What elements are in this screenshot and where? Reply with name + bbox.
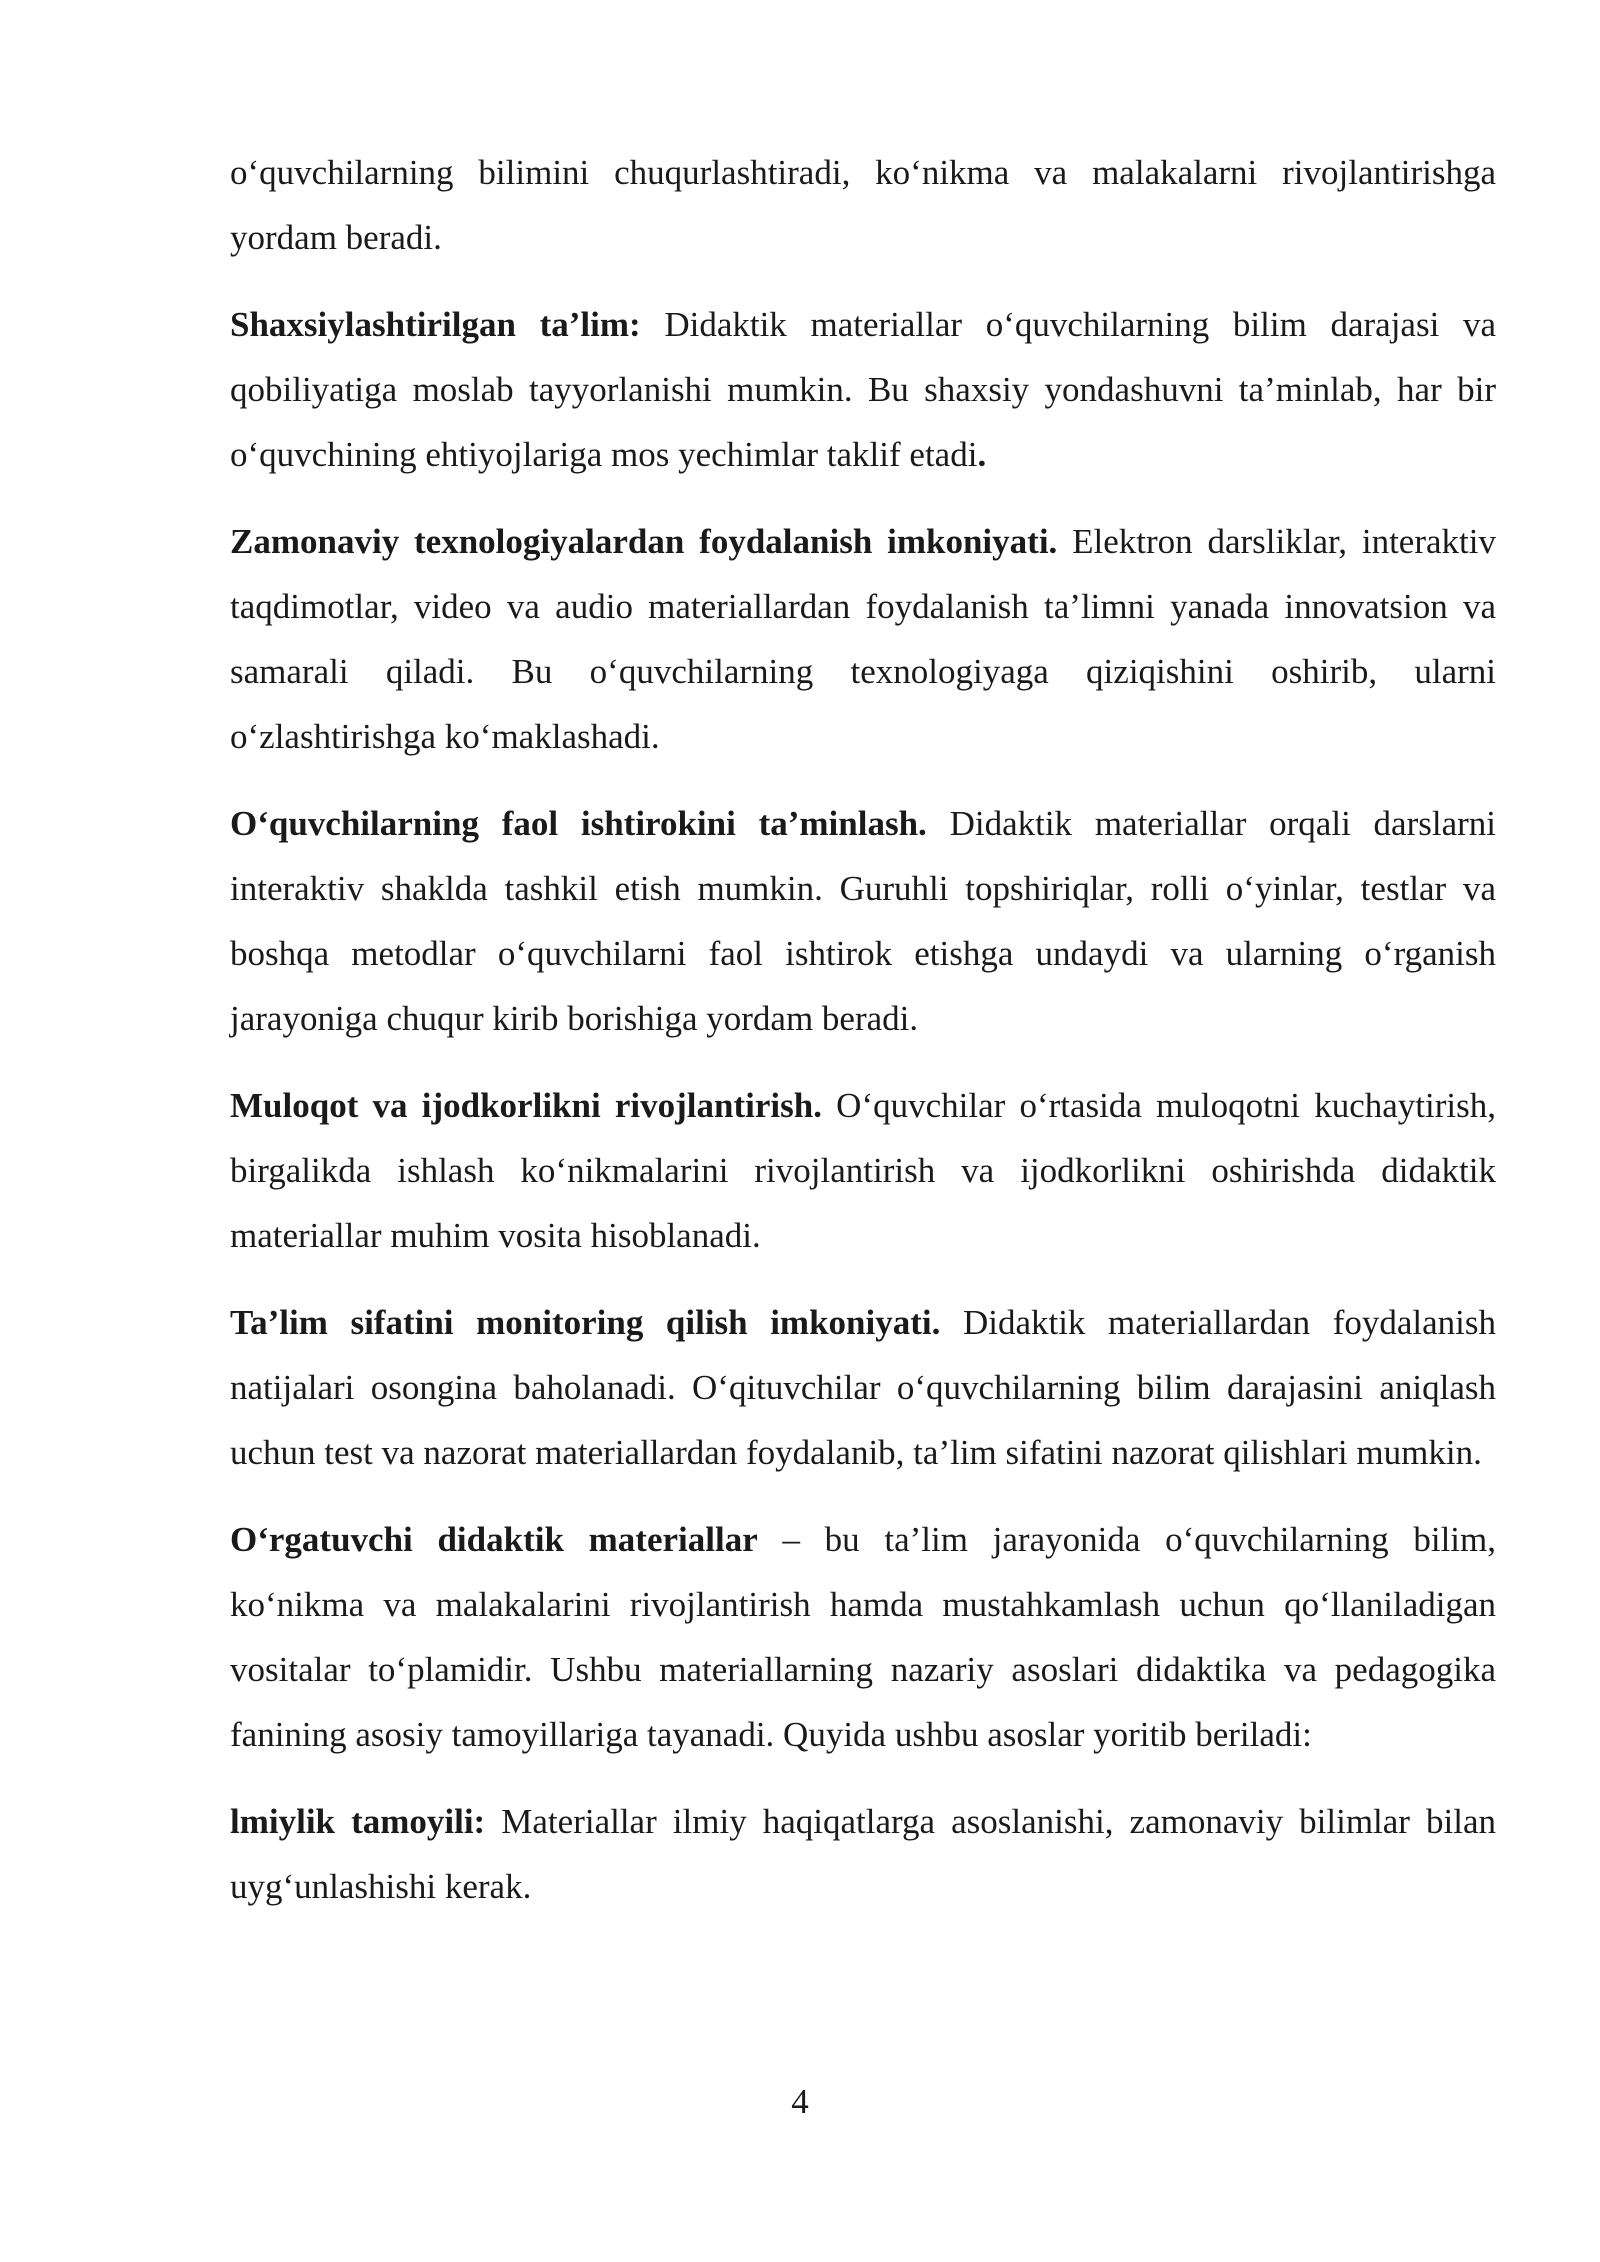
paragraph-term: Zamonaviy texnologiyalardan foydalanish imkoniyati.	[230, 522, 1058, 561]
paragraph-personalized-learning	[230, 292, 1496, 487]
paragraph-text: Didaktik materiallar orqali darslarni interaktiv shaklda tashkil etish mumkin. Guruhli topshiriqlar, rolli o‘yinlar, testlar va boshqa metodlar o‘quvchilarni faol ishtirok etishga undaydi va ularning o‘rganish jarayoniga chuqur kirib borishiga yordam beradi.	[230, 804, 1497, 1038]
paragraph-text: Didaktik materiallar o‘quvchilarning bilim darajasi va qobiliyatiga moslab tayyorlanishi mumkin. Bu shaxsiy yondashuvni ta’minlab, har bir o‘quvchining ehtiyojlariga mos yechimlar taklif etadi	[230, 305, 1496, 474]
paragraph-scientific-principle	[230, 1789, 1496, 1919]
paragraph-text: o‘quvchilarning bilimini chuqurlashtiradi, ko‘nikma va malakalarni rivojlantirishga yordam beradi.	[230, 153, 1496, 257]
paragraph-text: Elektron darsliklar, interaktiv taqdimotlar, video va audio materiallardan foydalanish ta’limni yanada innovatsion va samarali qiladi. Bu o‘quvchilarning texnologiyaga qiziqishini oshirib, ularni o‘zlashtirishga ko‘maklashadi.	[230, 522, 1496, 756]
paragraph-term: Shaxsiylashtirilgan ta’lim:	[230, 305, 641, 344]
paragraph-quality-monitoring	[230, 1290, 1496, 1485]
paragraph-term: Ta’lim sifatini monitoring qilish imkoniyati.	[230, 1303, 941, 1342]
paragraph-teaching-materials	[230, 1507, 1496, 1767]
paragraph-communication-creativity	[230, 1073, 1496, 1268]
paragraph-term: O‘rgatuvchi didaktik materiallar	[230, 1520, 758, 1559]
page-number: 4	[791, 2082, 809, 2121]
paragraph-text: – bu ta’lim jarayonida o‘quvchilarning bilim, ko‘nikma va malakalarini rivojlantirish hamda mustahkamlash uchun qo‘llaniladigan vositalar to‘plamidir. Ushbu materiallarning nazariy asoslari didaktika va pedagogika fanining asosiy tamoyillariga tayanadi. Quyida ushbu asoslar yoritib beriladi:	[230, 1520, 1496, 1754]
paragraph-term: Muloqot va ijodkorlikni rivojlantirish.	[230, 1086, 822, 1125]
paragraph-text: O‘quvchilar o‘rtasida muloqotni kuchaytirish, birgalikda ishlash ko‘nikmalarini rivojlantirish va ijodkorlikni oshirishda didaktik materiallar muhim vosita hisoblanadi.	[230, 1086, 1497, 1255]
paragraph-continuation	[230, 140, 1496, 270]
paragraph-text: Didaktik materiallardan foydalanish natijalari osongina baholanadi. O‘qituvchilar o‘quvchilarning bilim darajasini aniqlash uchun test va nazorat materiallardan foydalanib, ta’lim sifatini nazorat qilishlari mumkin.	[230, 1303, 1496, 1472]
paragraph-term: lmiylik tamoyili:	[230, 1802, 486, 1841]
body-text	[230, 140, 1496, 1941]
paragraph-term: O‘quvchilarning faol ishtirokini ta’minlash.	[230, 804, 927, 843]
paragraph-text: Materiallar ilmiy haqiqatlarga asoslanishi, zamonaviy bilimlar bilan uyg‘unlashishi kerak.	[230, 1802, 1496, 1906]
paragraph-modern-technologies	[230, 509, 1496, 769]
paragraph-active-participation	[230, 791, 1496, 1051]
paragraph-tail: .	[977, 435, 987, 474]
